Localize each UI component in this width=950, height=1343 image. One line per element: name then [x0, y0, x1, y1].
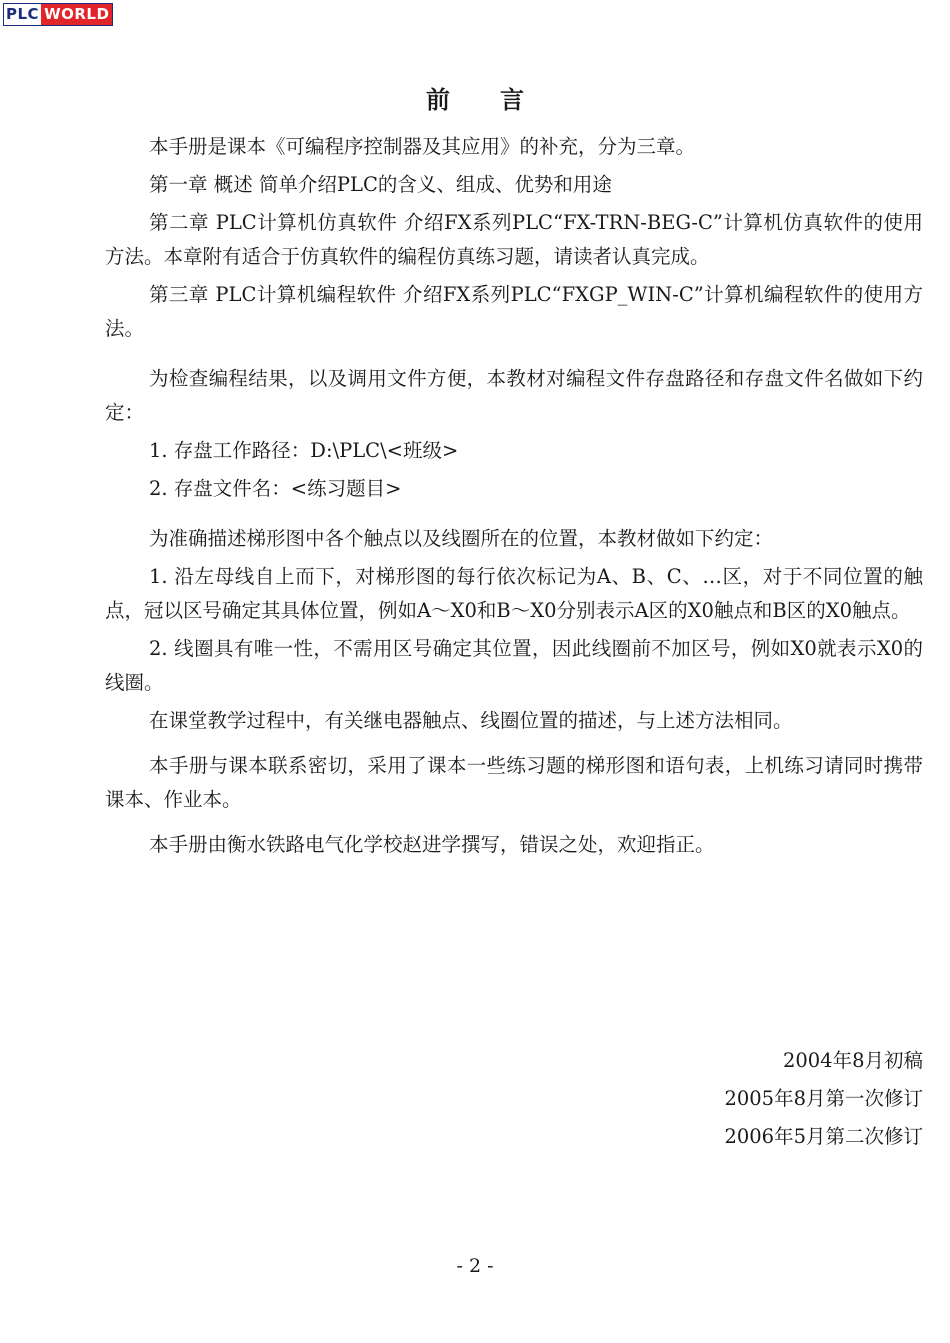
list-item-contact-zones: 1. 沿左母线自上而下，对梯形图的每行依次标记为A、B、C、…区，对于不同位置的触点，冠以区号确定其具体位置，例如A～X0和B～X0分别表示A区的X0触点和B区的X0触点。 — [105, 565, 923, 622]
revision-date: 2004年8月初稿 — [782, 1049, 923, 1072]
paragraph-chapter-1: 第一章 概述 简单介绍PLC的含义、组成、优势和用途 — [149, 173, 612, 196]
paragraph-classroom: 在课堂教学过程中，有关继电器触点、线圈位置的描述，与上述方法相同。 — [149, 709, 793, 732]
revision-date: 2006年5月第二次修订 — [724, 1125, 923, 1148]
preface-body — [105, 130, 923, 862]
paragraph-chapter-3: 第三章 PLC计算机编程软件 介绍FX系列PLC“FXGP_WIN-C”计算机编程软件的使用方法。 — [105, 283, 923, 340]
plcworld-logo — [3, 3, 113, 26]
logo-plc-text: PLC — [6, 5, 40, 23]
paragraph-author: 本手册由衡水铁路电气化学校赵进学撰写，错误之处，欢迎指正。 — [149, 833, 715, 856]
paragraph-intro: 本手册是课本《可编程序控制器及其应用》的补充，分为三章。 — [149, 135, 696, 158]
list-item-save-path: 1. 存盘工作路径：D:\PLC\<班级> — [149, 439, 459, 462]
logo-world-text: WORLD — [41, 4, 112, 25]
revision-date: 2005年8月第一次修订 — [724, 1087, 923, 1110]
list-item-coil-uniqueness: 2. 线圈具有唯一性，不需用区号确定其位置，因此线圈前不加区号，例如X0就表示X0的线圈。 — [105, 637, 923, 694]
paragraph-file-convention: 为检查编程结果，以及调用文件方便，本教材对编程文件存盘路径和存盘文件名做如下约定： — [105, 367, 923, 424]
page-number: - 2 - — [456, 1255, 494, 1277]
paragraph-ladder-convention: 为准确描述梯形图中各个触点以及线圈所在的位置，本教材做如下约定： — [149, 527, 774, 550]
paragraph-materials: 本手册与课本联系密切，采用了课本一些练习题的梯形图和语句表，上机练习请同时携带课本、作业本。 — [105, 754, 923, 811]
paragraph-chapter-2: 第二章 PLC计算机仿真软件 介绍FX系列PLC“FX-TRN-BEG-C”计算机仿真软件的使用方法。本章附有适合于仿真软件的编程仿真练习题，请读者认真完成。 — [105, 211, 923, 268]
revision-history — [724, 1042, 923, 1156]
list-item-file-name: 2. 存盘文件名：<练习题目> — [149, 477, 402, 500]
page-title: 前言 — [426, 85, 574, 114]
